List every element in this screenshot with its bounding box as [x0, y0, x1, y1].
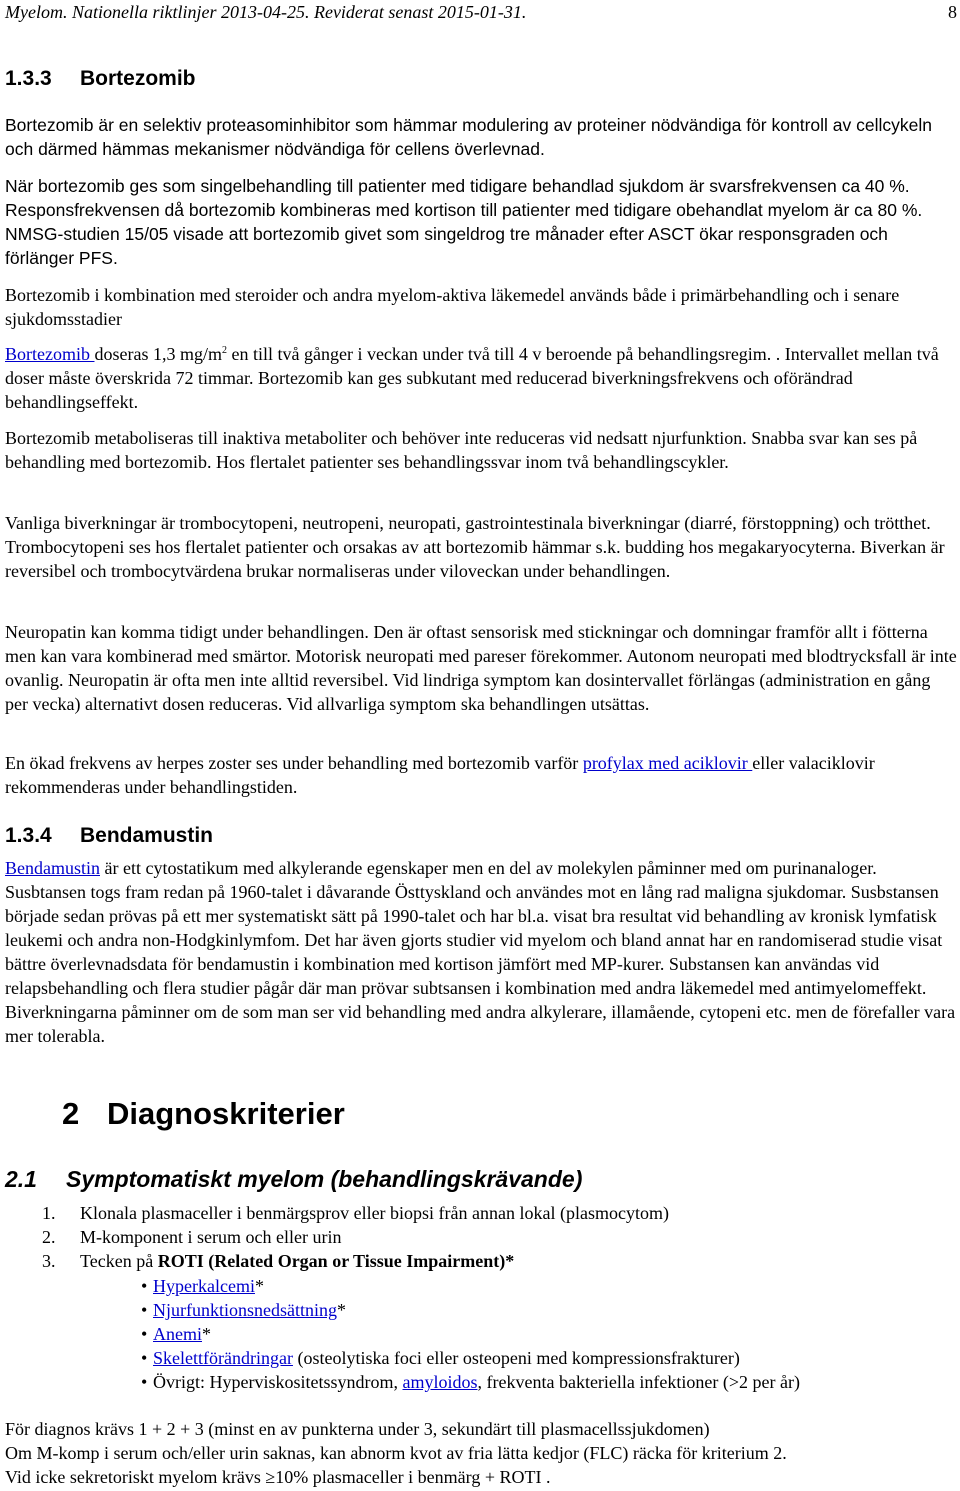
list-item: 1. Klonala plasmaceller i benmärgsprov eller biopsi från annan lokal (plasmocytom)	[42, 1203, 669, 1223]
bortezomib-dosing-paragraph	[5, 342, 957, 414]
header-title: Myelom. Nationella riktlinjer 2013-04-25. Reviderat senast 2015-01-31.	[5, 2, 527, 22]
section-number: 1.3.4	[5, 824, 52, 847]
diagnosis-note-3: Vid icke sekretoriskt myelom krävs ≥10% plasmaceller i benmärg + ROTI .	[5, 1467, 551, 1487]
bullet-icon: •	[141, 1348, 148, 1368]
bullet-icon: •	[141, 1372, 148, 1392]
bortezomib-side-effects-paragraph: Vanliga biverkningar är trombocytopeni, neutropeni, neuropati, gastrointestinala biverkningar (diarré, förstoppning) och trötthet. Trombocytopeni ses hos flertalet patienter och orsakas av att bortezomib hämmar s.k. budding hos megakaryocyterna. Biverkan är reversibel och trombocytvärdena brukar normaliseras under viloveckan under behandlingen.	[5, 513, 945, 581]
hyperkalcemi-link[interactable]: Hyperkalcemi	[153, 1276, 255, 1296]
list-item: 3. Tecken på ROTI (Related Organ or Tissue Impairment)*	[42, 1251, 515, 1271]
section-title: Symptomatiskt myelom (behandlingskrävande)	[66, 1166, 583, 1192]
dosing-text-a: doseras 1,3 mg/m	[94, 344, 222, 364]
bortezomib-response-paragraph: När bortezomib ges som singelbehandling till patienter med tidigare behandlad sjukdom är svarsfrekvensen ca 40 %. Responsfrekvensen då bortezomib kombineras med kortison till patienter med tidigare obehandlat myelom är ca 80 %. NMSG-studien 15/05 visade att bortezomib givet som singeldrog tre månader efter ASCT ökar responsgraden och förlänger PFS.	[5, 176, 923, 268]
bortezomib-link[interactable]: Bortezomib	[5, 344, 95, 364]
skelettforandringar-link[interactable]: Skelettförändringar	[153, 1348, 293, 1368]
chapter-number: 2	[62, 1096, 80, 1131]
roti-bullet-list	[5, 1274, 957, 1394]
herpes-text-a: En ökad frekvens av herpes zoster ses under behandling med bortezomib varför	[5, 753, 583, 773]
roti-bold-text: ROTI (Related Organ or Tissue Impairment)*	[157, 1251, 515, 1271]
bendamustin-link[interactable]: Bendamustin	[5, 858, 100, 878]
list-item: 2. M-komponent i serum och eller urin	[42, 1227, 342, 1247]
running-header	[5, 0, 957, 24]
bullet-icon: •	[141, 1300, 148, 1320]
bendamustin-text: är ett cytostatikum med alkylerande egenskaper men en del av molekylen påminner med om purinanaloger. Susbtansen togs fram redan på 1960-talet i dåvarande Östtyskland och användes mot en lång rad maligna sjukdomar. Susbstansen började sedan prövas på ett mer systematiskt sätt på 1990-talet och har bl.a. visat bra resultat vid behandling av kronisk lymfatisk leukemi och andra non-Hodgkinlymfom. Det har även gjorts studier vid myelom och bland annat har en randomiserad studie visat bättre överlevnadsdata för bendamustin i kombination med kortison jämfört med MP-kurer. Substansen kan användas vid relapsbehandling och flera studier pågår där man prövar subtsansen i kombination med andra läkemedel med antimyelomeffekt. Biverkningarna påminner om de som man ser vid behandling med andra alkylerare, illamående, cytopeni etc. men de förefaller vara mer tolerabla.	[5, 858, 956, 1046]
neuropathy-paragraph: Neuropatin kan komma tidigt under behandlingen. Den är oftast sensorisk med stickningar och domningar framför allt i fötterna men kan vara kombinerad med smärtor. Motorisk neuropati med pareser förekommer. Autonom neuropati med blodtrycksfall är inte ovanlig. Neuropatin är ofta men inte alltid reversibel. Vid lindriga symptom kan dosintervallet förlängas (administration en gång per vecka) alternativt dosen reduceras. Vid allvarliga symptom ska behandlingen utsättas.	[5, 622, 957, 714]
section-heading-1-3-3	[5, 66, 957, 92]
bullet-item-skelett: • Skelettförändringar (osteolytiska foci eller osteopeni med kompressionsfrakturer)	[141, 1348, 740, 1368]
amyloidos-link[interactable]: amyloidos	[402, 1372, 478, 1392]
diagnosis-note-1: För diagnos krävs 1 + 2 + 3 (minst en av punkterna under 3, sekundärt till plasmacellssjukdomen)	[5, 1419, 710, 1439]
section-number: 1.3.3	[5, 67, 52, 90]
section-title: Bendamustin	[80, 824, 214, 847]
bortezomib-combination-paragraph: Bortezomib i kombination med steroider och andra myelom-aktiva läkemedel används både i primärbehandling och i senare sjukdomsstadier	[5, 285, 900, 329]
bullet-item-hyperkalcemi: • Hyperkalcemi*	[141, 1276, 264, 1296]
diagnosis-notes	[5, 1417, 957, 1489]
njurfunktionsnedsattning-link[interactable]: Njurfunktionsnedsättning	[153, 1300, 337, 1320]
chapter-title: Diagnoskriterier	[107, 1096, 345, 1131]
herpes-text-b: eller valaciklovir rekommenderas under behandlingstiden.	[5, 753, 875, 797]
section-title: Bortezomib	[80, 67, 196, 90]
dosing-text-b: en till två gånger i veckan under två till 4 v beroende på behandlingsregim. . Intervallet mellan två doser måste överskrida 72 timmar. Bortezomib kan ges subkutant med reducerad biverkningsfrekvens och oförändrad behandlingseffekt.	[5, 344, 939, 412]
bortezomib-metabolism-paragraph: Bortezomib metaboliseras till inaktiva metaboliter och behöver inte reduceras vid nedsatt njurfunktion. Snabba svar kan ses på behandling med bortezomib. Hos flertalet patienter ses behandlingssvar inom två behandlingscykler.	[5, 428, 918, 472]
bullet-item-ovrigt: • Övrigt: Hyperviskositetssyndrom, amyloidos, frekventa bakteriella infektioner (>2 per år)	[141, 1372, 800, 1392]
chapter-heading-2	[5, 1096, 957, 1132]
anemi-link[interactable]: Anemi	[153, 1324, 202, 1344]
section-number: 2.1	[5, 1166, 37, 1192]
bendamustin-paragraph	[5, 856, 957, 1048]
aciklovir-prophylaxis-link[interactable]: profylax med aciklovir	[582, 753, 753, 773]
bullet-item-njurfunktion: • Njurfunktionsnedsättning*	[141, 1300, 346, 1320]
herpes-zoster-paragraph	[5, 751, 957, 799]
criteria-list	[5, 1201, 957, 1273]
dosing-superscript: 2	[221, 345, 227, 356]
bortezomib-intro-paragraph: Bortezomib är en selektiv proteasominhibitor som hämmar modulering av proteiner nödvändiga för kontroll av cellcykeln och därmed hämmas mekanismer nödvändiga för cellens överlevnad.	[5, 115, 932, 159]
bullet-icon: •	[141, 1276, 148, 1296]
page-number: 8	[948, 2, 957, 22]
section-heading-2-1	[5, 1165, 957, 1193]
section-heading-1-3-4	[5, 823, 957, 849]
diagnosis-note-2: Om M-komp i serum och/eller urin saknas, kan abnorm kvot av fria lätta kedjor (FLC) räcka för kriterium 2.	[5, 1443, 787, 1463]
bullet-item-anemi: • Anemi*	[141, 1324, 211, 1344]
bullet-icon: •	[141, 1324, 148, 1344]
